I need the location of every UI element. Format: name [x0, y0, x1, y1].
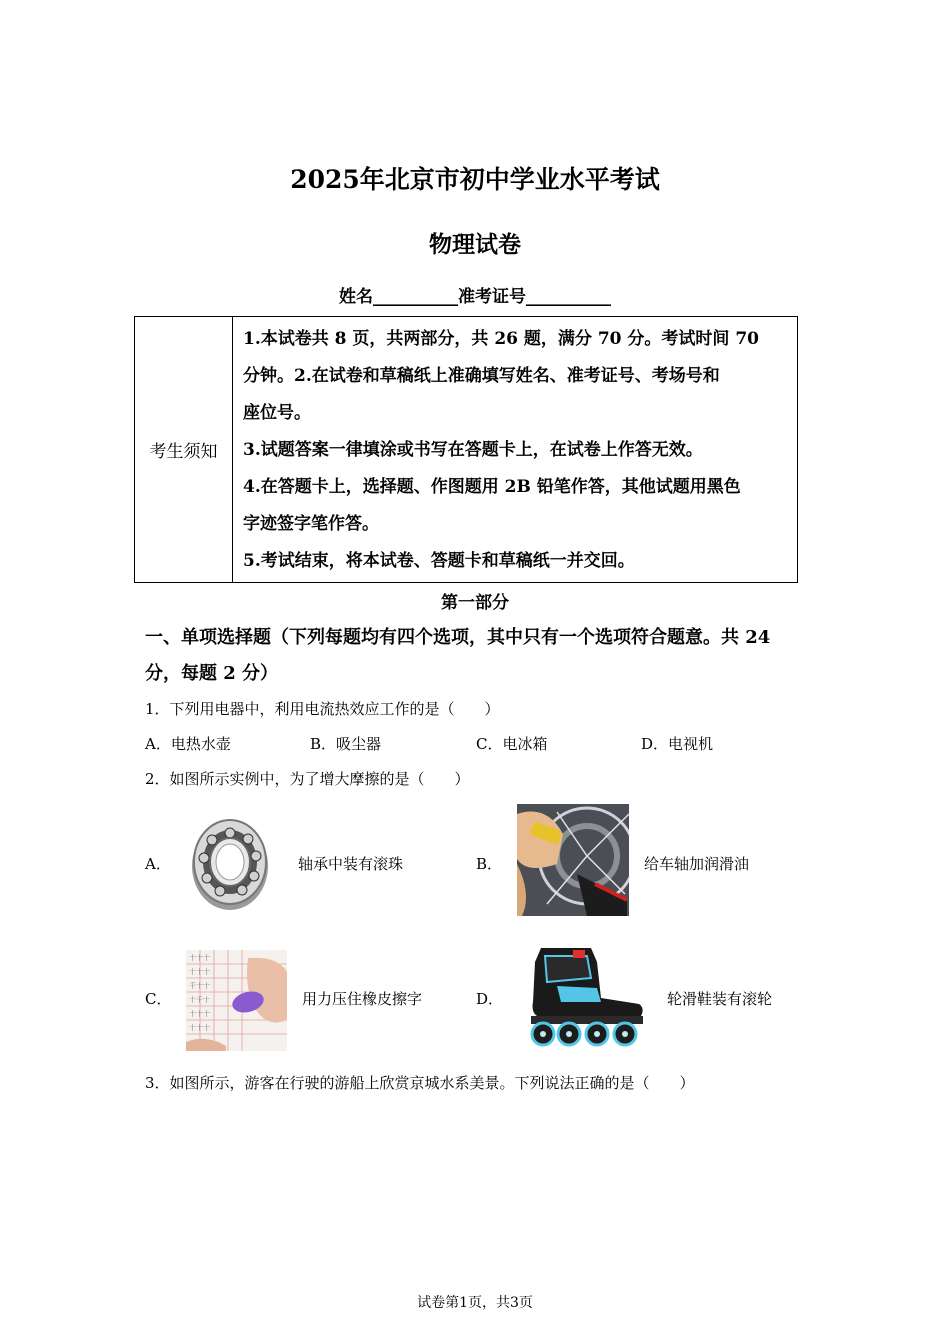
- notice-table: [134, 316, 798, 583]
- svg-text:十十十: 十十十: [189, 1024, 210, 1032]
- bike-oiling-image: [517, 804, 629, 916]
- notice-line: 4.在答题卡上，选择题、作图题用 2B 铅笔作答，其他试题用黑色: [243, 477, 741, 497]
- q2-option-c-text: 用力压住橡皮擦字: [302, 990, 423, 1008]
- eraser-image: [186, 950, 287, 1051]
- subject-title: 物理试卷: [429, 231, 521, 258]
- question-1-stem: 1．下列用电器中，利用电流热效应工作的是（ ）: [145, 700, 500, 718]
- question-2-stem: 2．如图所示实例中，为了增大摩擦的是（ ）: [145, 770, 470, 788]
- notice-line: 5.考试结束，将本试卷、答题卡和草稿纸一并交回。: [243, 551, 635, 571]
- svg-text:千十十: 千十十: [189, 982, 210, 990]
- svg-text:十十十: 十十十: [189, 1010, 210, 1018]
- bearing-image: [190, 806, 270, 916]
- q2-option-d-text: 轮滑鞋装有滚轮: [667, 990, 773, 1008]
- q1-option-d: D．电视机: [641, 735, 714, 753]
- question-3-stem: 3．如图所示，游客在行驶的游船上欣赏京城水系美景。下列说法正确的是（ ）: [145, 1074, 695, 1092]
- svg-text:十十十: 十十十: [189, 968, 210, 976]
- q2-option-b-text: 给车轴加润滑油: [644, 855, 750, 873]
- notice-line: 字迹签字笔作答。: [243, 514, 379, 534]
- q2-option-c-letter: C．: [145, 990, 172, 1008]
- notice-line: 分钟。2.在试卷和草稿纸上准确填写姓名、准考证号、考场号和: [243, 366, 720, 386]
- q1-option-b: B．吸尘器: [310, 735, 382, 753]
- svg-text:十十十: 十十十: [189, 954, 210, 962]
- q2-option-d-letter: D．: [476, 990, 504, 1008]
- q1-option-a: A．电热水壶: [145, 735, 231, 753]
- q2-option-b-letter: B．: [476, 855, 503, 873]
- q1-option-c: C．电冰箱: [476, 735, 548, 753]
- notice-line: 1.本试卷共 8 页，共两部分，共 26 题，满分 70 分。考试时间 70: [243, 329, 759, 349]
- q2-option-a-letter: A．: [145, 855, 171, 873]
- notice-line: 3.试题答案一律填涂或书写在答题卡上，在试卷上作答无效。: [243, 440, 703, 460]
- notice-label: 考生须知: [135, 317, 233, 582]
- notice-line: 座位号。: [243, 403, 311, 423]
- notice-body: [233, 317, 797, 582]
- name-id-line: 姓名__________准考证号__________: [339, 287, 611, 307]
- page-footer: 试卷第1页，共3页: [417, 1295, 533, 1311]
- q2-option-a-text: 轴承中装有滚珠: [298, 855, 404, 873]
- part-heading: 第一部分: [441, 593, 509, 613]
- exam-title: 2025年北京市初中学业水平考试: [290, 165, 660, 194]
- section-heading: 一、单项选择题（下列每题均有四个选项，其中只有一个选项符合题意。共 24 分，每题 2 分）: [145, 627, 771, 684]
- roller-skate-image: [517, 942, 649, 1052]
- svg-text:十千十: 十千十: [189, 996, 210, 1004]
